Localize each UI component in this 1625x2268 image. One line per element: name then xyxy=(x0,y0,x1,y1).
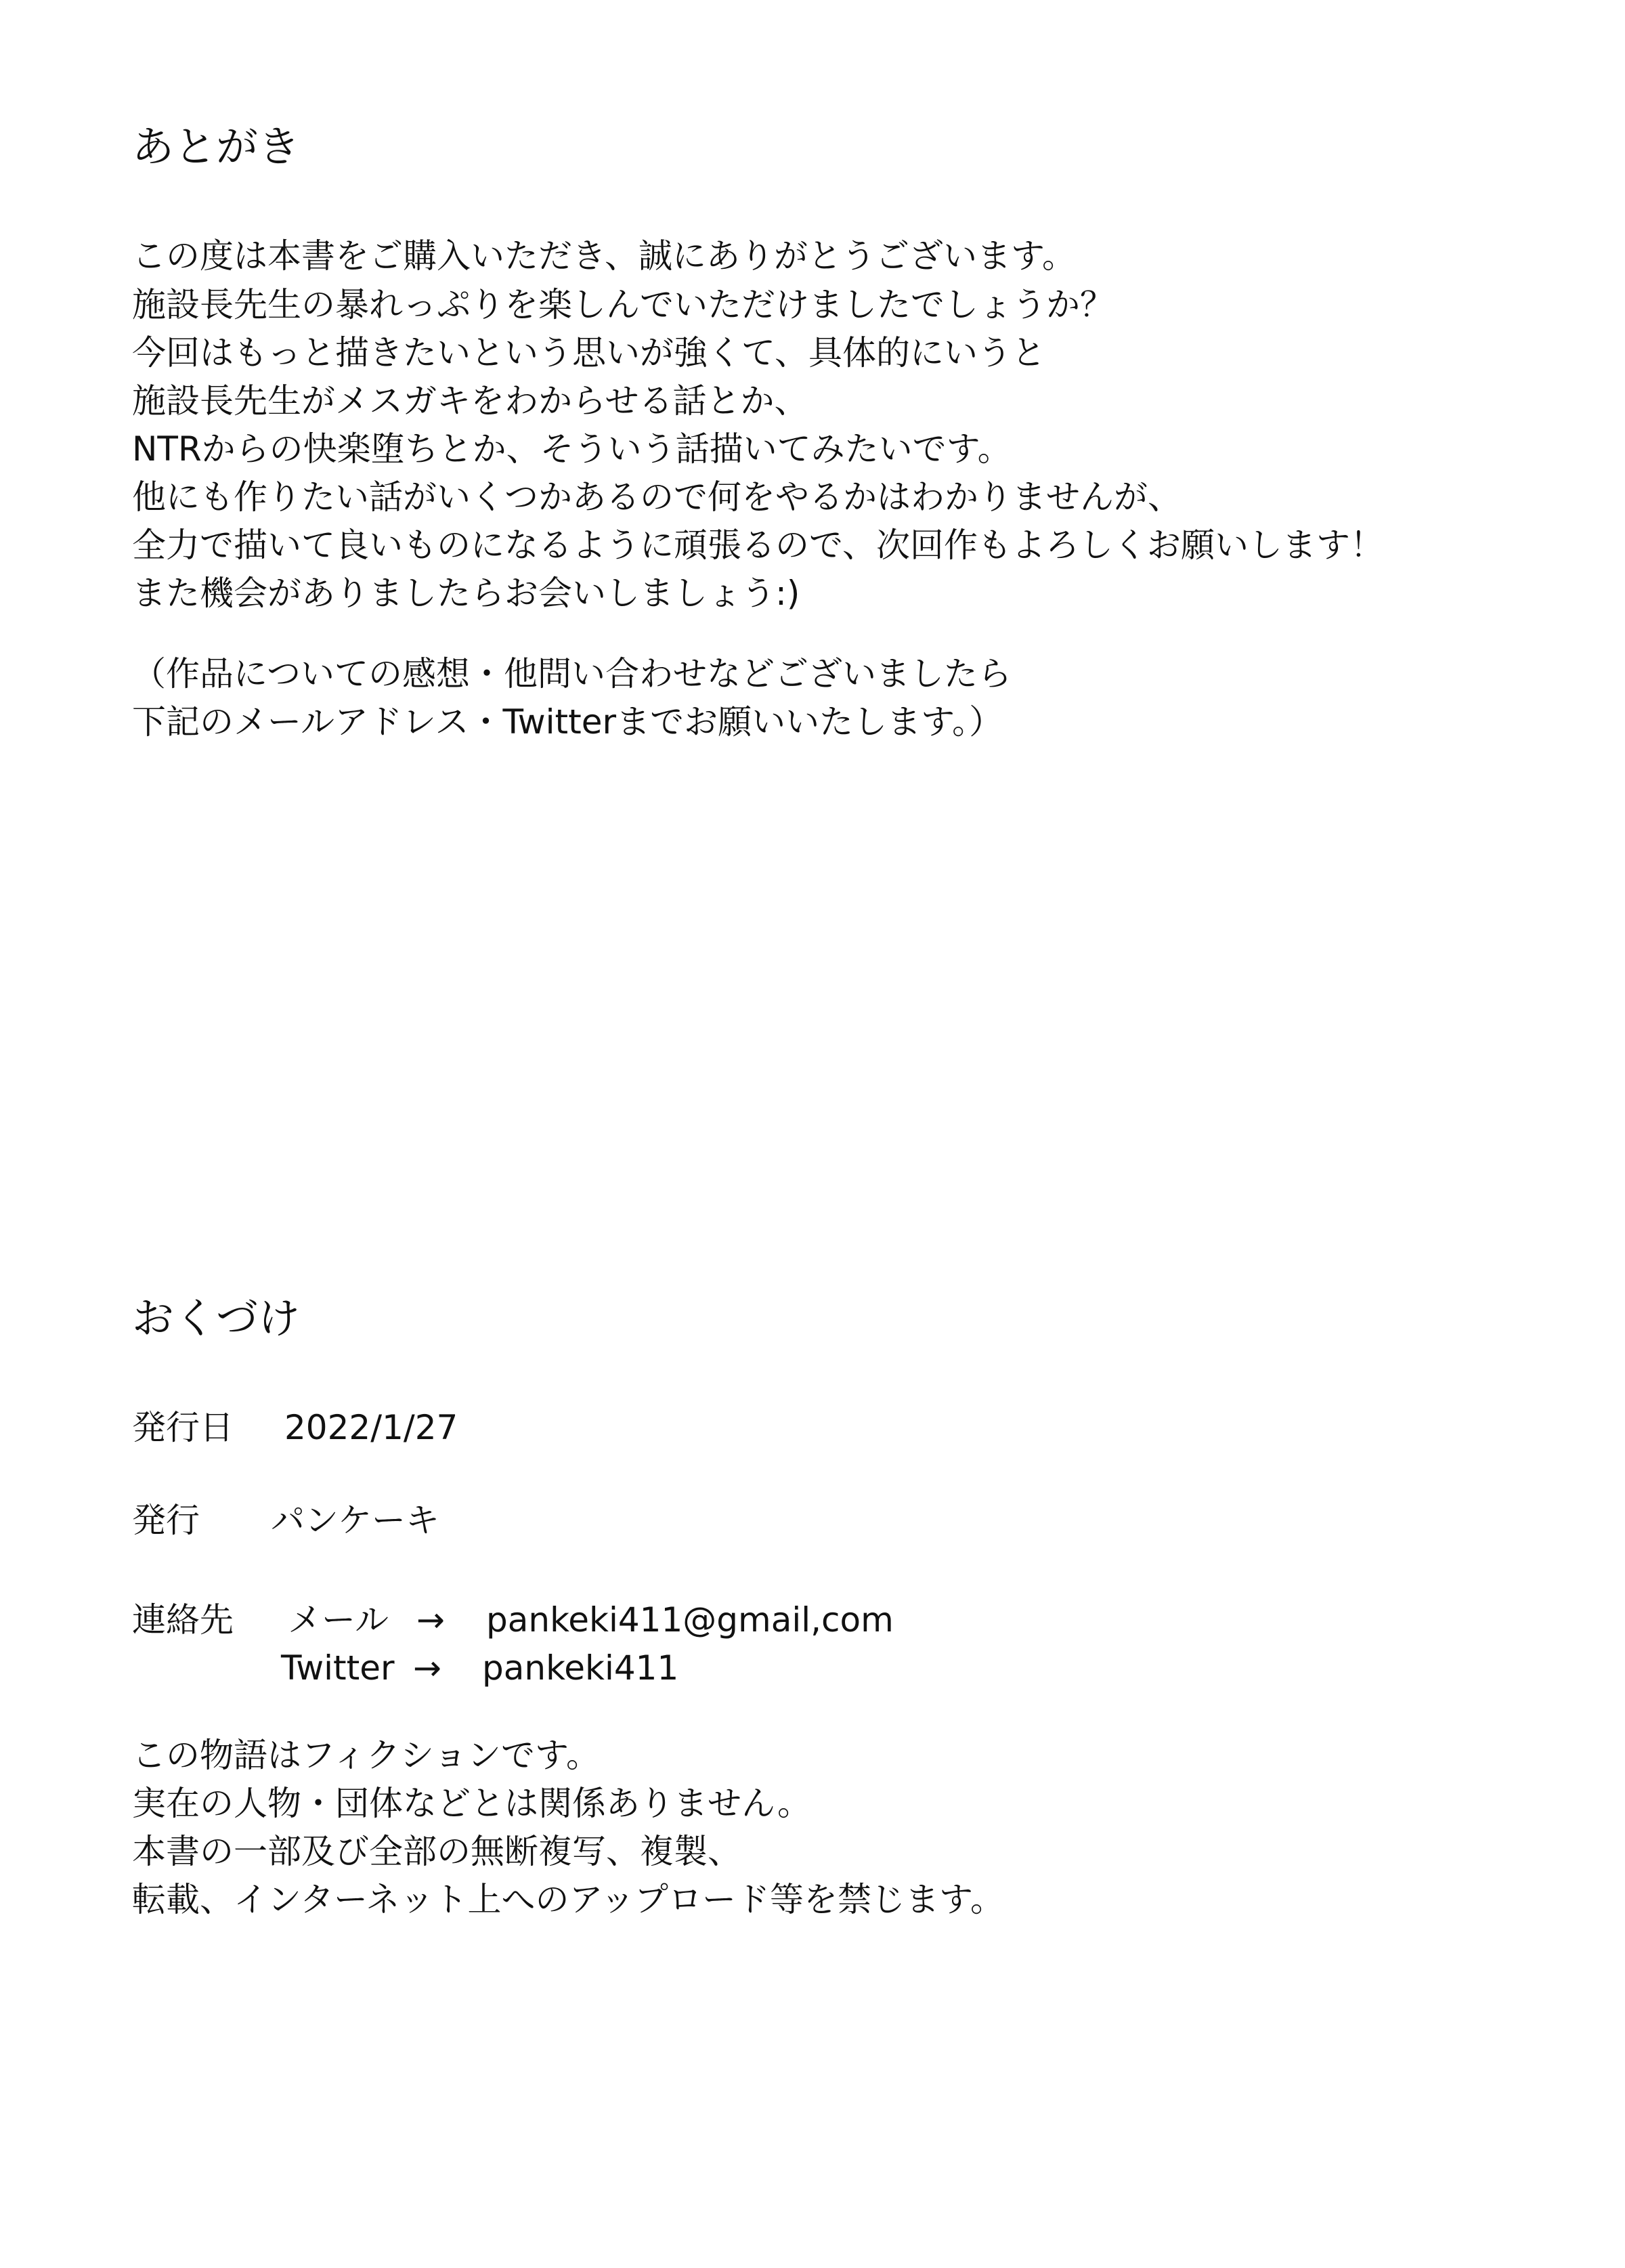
disclaimer-line-2: 実在の人物・団体などとは関係ありません。 xyxy=(132,1784,811,1823)
afterword-line-5: NTRからの快楽堕ちとか、そういう話描いてみたいです。 xyxy=(132,429,1012,469)
afterword-line-8: また機会がありましたらお会いしましょう:) xyxy=(132,574,800,613)
publisher-value: パンケーキ xyxy=(271,1501,439,1540)
publisher-label: 発行 xyxy=(132,1501,200,1540)
afterword-line-1: この度は本書をご購入いただき、誠にありがとうございます。 xyxy=(132,236,1076,276)
disclaimer-line-3: 本書の一部及び全部の無断複写、複製、 xyxy=(132,1832,741,1871)
afterword-note-line-2: 下記のメールアドレス・Twitterまでお願いいたします。） xyxy=(132,702,1003,742)
afterword-line-7: 全力で描いて良いものになるように頑張るので、次回作もよろしくお願いします！ xyxy=(132,526,1384,565)
twitter-handle: pankeki411 xyxy=(482,1648,679,1688)
afterword-line-3: 今回はもっと描きたいという思いが強くて、具体的にいうと xyxy=(132,333,1045,372)
issue-date-value: 2022/1/27 xyxy=(284,1408,458,1447)
afterword-line-4: 施設長先生がメスガキをわからせる話とか、 xyxy=(132,381,808,421)
mail-label: メール xyxy=(288,1600,389,1640)
afterword-note-line-1: （作品についての感想・他問い合わせなどございましたら xyxy=(132,654,1012,693)
disclaimer-line-4: 転載、インターネット上へのアップロード等を禁じます。 xyxy=(132,1880,1004,1919)
disclaimer-line-1: この物語はフィクションです。 xyxy=(132,1736,600,1775)
contact-label: 連絡先 xyxy=(132,1600,234,1640)
afterword-line-2: 施設長先生の暴れっぷりを楽しんでいただけましたでしょうか？ xyxy=(132,285,1114,324)
twitter-arrow: → xyxy=(413,1648,441,1688)
mail-address: pankeki411@gmail,com xyxy=(486,1600,894,1640)
twitter-label: Twitter xyxy=(281,1648,395,1688)
afterword-title: あとがき xyxy=(132,122,301,171)
issue-date-label: 発行日 xyxy=(132,1408,234,1447)
mail-arrow: → xyxy=(416,1600,445,1640)
colophon-title: おくづけ xyxy=(132,1293,301,1343)
afterword-line-6: 他にも作りたい話がいくつかあるので何をやるかはわかりませんが、 xyxy=(132,477,1182,517)
